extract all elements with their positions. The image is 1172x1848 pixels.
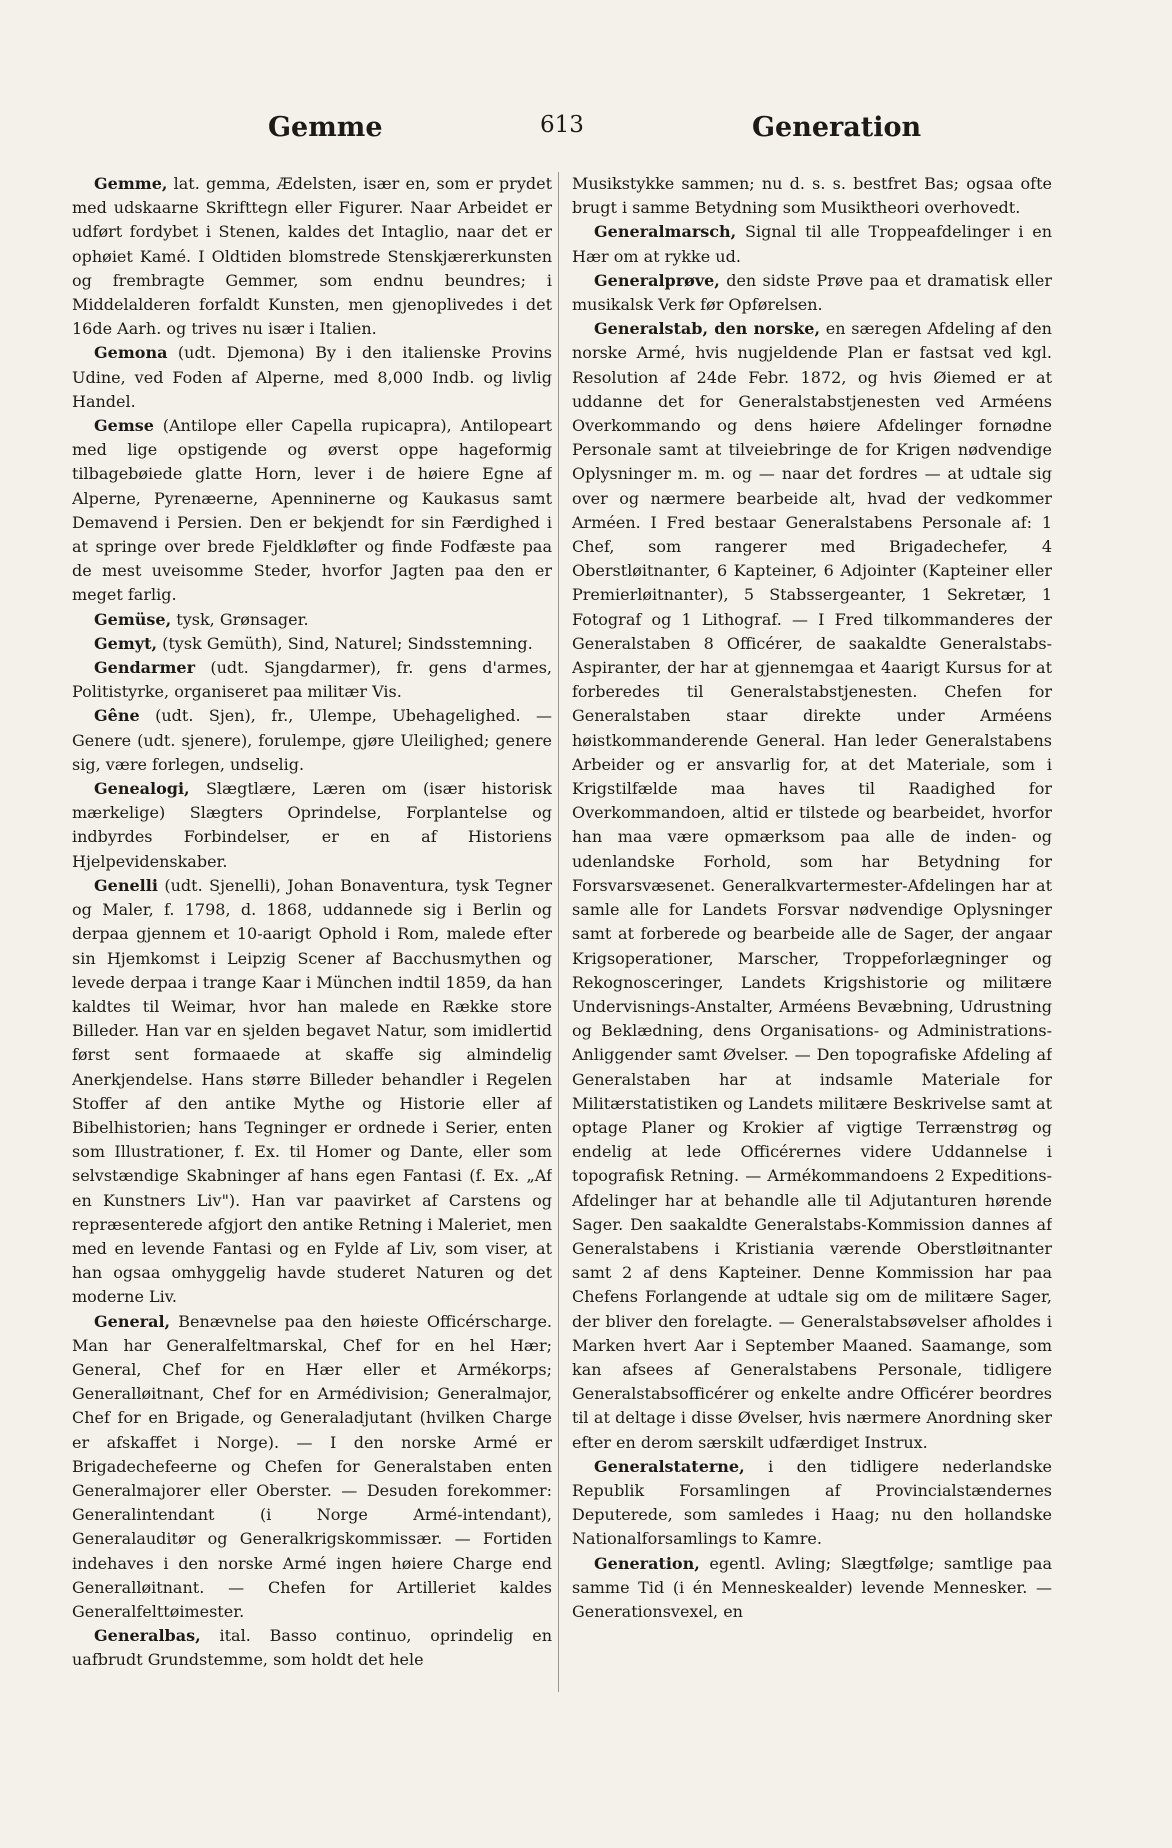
dictionary-entry bbox=[72, 414, 552, 608]
left-column bbox=[72, 172, 552, 1822]
entry-text: (udt. Sjenelli), Johan Bonaventura, tysk Tegner og Maler, f. 1798, d. 1868, uddannede sig i Berlin og derpaa gjennem et 10-aarigt Ophold i Rom, malede efter sin Hjemkomst i Leipzig Scener af Bacchusmythen og levede derpaa i trange Kaar i München indtil 1859, da han kaldtes til Weimar, hvor han malede en Række store Billeder. Han var en sjelden begavet Natur, som imidlertid først sent formaaede at skaffe sig almindelig Anerkjendelse. Hans større Billeder behandler i Regelen Stoffer af den antike Mythe og Historie eller af Bibelhistorien; hans Tegninger er ordnede i Serier, enten som Illustrationer, f. Ex. til Homer og Dante, eller som selvstændige Skabninger af hans egen Fantasi (f. Ex. „Af en Kunstners Liv"). Han var paavirket af Carstens og repræsenterede afgjort den antike Retning i Maleriet, men med en levende Fantasi og en Fylde af Liv, som viser, at han ogsaa omhyggelig havde studeret Naturen og det moderne Liv. bbox=[72, 875, 552, 1307]
right-column bbox=[572, 172, 1052, 1822]
entry-headword: Generalbas, bbox=[94, 1626, 201, 1646]
entry-text: egentl. Avling; Slægtfølge; samtlige paa samme Tid (i én Menneskealder) levende Mennesker. — Generationsvexel, en bbox=[572, 1553, 1052, 1621]
entry-headword: Generation, bbox=[594, 1553, 700, 1573]
entry-headword: Gemse bbox=[94, 416, 154, 436]
page-number: 613 bbox=[540, 112, 584, 138]
dictionary-entry bbox=[72, 777, 552, 874]
header-left-word: Gemme bbox=[268, 112, 383, 143]
entry-text: (tysk Gemüth), Sind, Naturel; Sindsstemning. bbox=[162, 633, 533, 653]
entry-headword: Genealogi, bbox=[94, 779, 190, 799]
entry-text: Benævnelse paa den høieste Officérscharge. Man har Generalfeltmarskal, Chef for en hel Hær; General, Chef for en Hær eller et Armékorps; Generalløitnant, Chef for en Armédivision; Generalmajor, Chef for en Brigade, og Generaladjutant (hvilken Charge er afskaffet i Norge). — I den norske Armé er Brigadechefeerne og Chefen for Generalstaben enten Generalmajorer eller Oberster. — Desuden forekommer: Generalintendant (i Norge Armé-intendant), Generalauditør og Generalkrigskommissær. — Fortiden indehaves i den norske Armé ingen høiere Charge end Generalløitnant. — Chefen for Artilleriet kaldes Generalfelttøimester. bbox=[72, 1311, 552, 1621]
entry-text: i den tidligere nederlandske Republik Forsamlingen af Provincialstændernes Deputerede, som samledes i Haag; nu den hollandske Nationalforsamlings to Kamre. bbox=[572, 1456, 1052, 1549]
entry-text: (udt. Sjen), fr., Ulempe, Ubehagelighed. — Genere (udt. sjenere), forulempe, gjøre Uleilighed; genere sig, være forlegen, undselig. bbox=[72, 706, 552, 774]
entry-text: ital. Basso continuo, oprindelig en uafbrudt Grundstemme, som holdt det hele bbox=[72, 1626, 552, 1670]
dictionary-entry bbox=[72, 632, 552, 656]
entry-headword: Gemme, bbox=[94, 174, 168, 193]
entry-headword: Gemyt, bbox=[94, 633, 158, 653]
entry-headword: Gêne bbox=[94, 706, 140, 726]
dictionary-entry bbox=[72, 874, 552, 1310]
dictionary-entry bbox=[572, 1552, 1052, 1625]
dictionary-entry bbox=[72, 1310, 552, 1625]
entry-headword: Generalstaterne, bbox=[594, 1456, 745, 1476]
entry-text: den sidste Prøve paa et dramatisk eller musikalsk Verk før Opførelsen. bbox=[572, 270, 1052, 315]
entry-text: lat. gemma, Ædelsten, især en, som er prydet med udskaarne Skrifttegn eller Figurer. Naar Arbeidet er udført fordybet i Stenen, kaldes det Intaglio, naar det er ophøiet Kamé. I Oldtiden blomstrede Stenskjærerkunsten og frembragte Gemmer, som endnu beundres; i Middelalderen forfaldt Kunsten, men gjenoplivedes i det 16de Aarh. og trives nu især i Italien. bbox=[72, 174, 552, 339]
dictionary-entry bbox=[572, 1455, 1052, 1552]
dictionary-entry bbox=[72, 341, 552, 414]
entry-headword: Genelli bbox=[94, 875, 158, 895]
entry-text: en særegen Afdeling af den norske Armé, hvis nugjeldende Plan er fastsat ved kgl. Resolution af 24de Febr. 1872, og hvis Øiemed er at uddanne det for Generalstabstjenesten ved Arméens Overkommando og dens høiere Afdelinger fornødne Personale samt at tilveiebringe de for Krigen nødvendige Oplysninger m. m. og — naar det fordres — at udtale sig over og nærmere bearbeide alt, hvad der vedkommer Arméen. I Fred bestaar Generalstabens Personale af: 1 Chef, som rangerer med Brigadechefer, 4 Oberstløitnanter, 6 Kapteiner, 6 Adjointer (Kapteiner eller Premierløitnanter), 5 Stabssergeanter, 1 Sekretær, 1 Fotograf og 1 Lithograf. — I Fred tilkommanderes der Generalstaben 8 Officérer, de saakaldte Generalstabs-Aspiranter, der har at gjennemgaa et 4aarigt Kursus for at forberedes til Generalstabstjenesten. Chefen for Generalstaben staar direkte under Arméens høistkommanderende General. Han leder Generalstabens Arbeider og er ansvarlig for, at det Materiale, som i Krigstilfælde maa haves til Raadighed for Overkommandoen, altid er tilstede og bearbeidet, hvorfor han maa være opmærksom paa alle de inden- og udenlandske Forhold, som har Betydning for Forsvarsvæsenet. Generalkvartermester-Afdelingen har at samle alle for Landets Forsvar nødvendige Oplysninger samt at forberede og bearbeide alle de Sager, der angaar Krigsoperationer, Marscher, Troppeforlægninger og Rekognosceringer, Landets Krigshistorie og militære Undervisnings-Anstalter, Arméens Bevæbning, Udrustning og Beklædning, dens Organisations- og Administrations-Anliggender samt Øvelser. — Den topografiske Afdeling af Generalstaben har at indsamle Materiale for Militærstatistiken og Landets militære Beskrivelse samt at optage Planer og Krokier af vigtige Terrænstrøg og endelig at lede Officérernes videre Uddannelse i topografisk Retning. — Armékommandoens 2 Expeditions-Afdelinger har at behandle alle til Adjutanturen hørende Sager. Den saakaldte Generalstabs-Kommission dannes af Generalstabens i Kristiania værende Oberstløitnanter samt 2 af dens Kapteiner. Denne Kommission har paa Chefens Forlangende at udtale sig om de militære Sager, der bliver den forelagte. — Generalstabsøvelser afholdes i Marken hvert Aar i September Maaned. Saamange, som kan afsees af Generalstabens Personale, tidligere Generalstabsofficérer og enkelte andre Officérer beordres til at deltage i disse Øvelser, hvis nærmere Anordning sker efter en derom særskilt udfærdiget Instrux. bbox=[572, 319, 1052, 1452]
column-divider bbox=[558, 172, 559, 1692]
entry-headword: Gendarmer bbox=[94, 658, 195, 678]
entry-headword: Generalstab, den norske, bbox=[594, 319, 821, 339]
dictionary-entry bbox=[72, 656, 552, 704]
running-header bbox=[72, 112, 1100, 158]
entry-text: (udt. Sjangdarmer), fr. gens d'armes, Politistyrke, organiseret paa militær Vis. bbox=[72, 658, 552, 702]
entry-headword: Generalprøve, bbox=[594, 270, 720, 290]
dictionary-entry bbox=[72, 1624, 552, 1672]
dictionary-entry bbox=[572, 172, 1052, 220]
dictionary-entry bbox=[572, 220, 1052, 268]
entry-text: Signal til alle Troppeafdelinger i en Hær om at rykke ud. bbox=[572, 222, 1052, 266]
dictionary-entry bbox=[72, 704, 552, 777]
entry-text: Musikstykke sammen; nu d. s. s. bestfret Bas; ogsaa ofte brugt i samme Betydning som Musiktheori overhovedt. bbox=[572, 174, 1052, 218]
dictionary-entry bbox=[72, 608, 552, 632]
header-right-word: Generation bbox=[752, 112, 922, 143]
entry-headword: Generalmarsch, bbox=[594, 222, 737, 242]
dictionary-entry bbox=[72, 172, 552, 341]
entry-headword: Gemüse, bbox=[94, 609, 172, 629]
entry-text: (udt. Djemona) By i den italienske Provins Udine, ved Foden af Alperne, med 8,000 Indb. og livlig Handel. bbox=[72, 343, 552, 411]
entry-text: (Antilope eller Capella rupicapra), Antilopeart med lige opstigende og øverst oppe hageformig tilbagebøiede glatte Horn, lever i de høiere Egne af Alperne, Pyrenæerne, Apenninerne og Kaukasus samt Demavend i Persien. Den er bekjendt for sin Færdighed i at springe over brede Fjeldkløfter og finde Fodfæste paa de mest uveisomme Steder, hvorfor Jagten paa den er meget farlig. bbox=[72, 416, 552, 605]
dictionary-entry bbox=[572, 317, 1052, 1455]
entry-text: tysk, Grønsager. bbox=[176, 609, 309, 629]
entry-text: Slægtlære, Læren om (især historisk mærkelige) Slægters Oprindelse, Forplantelse og indbyrdes Forbindelser, er en af Historiens Hjelpevidenskaber. bbox=[72, 779, 552, 871]
entry-headword: General, bbox=[94, 1311, 171, 1331]
entry-headword: Gemona bbox=[94, 343, 168, 363]
dictionary-entry bbox=[572, 269, 1052, 317]
